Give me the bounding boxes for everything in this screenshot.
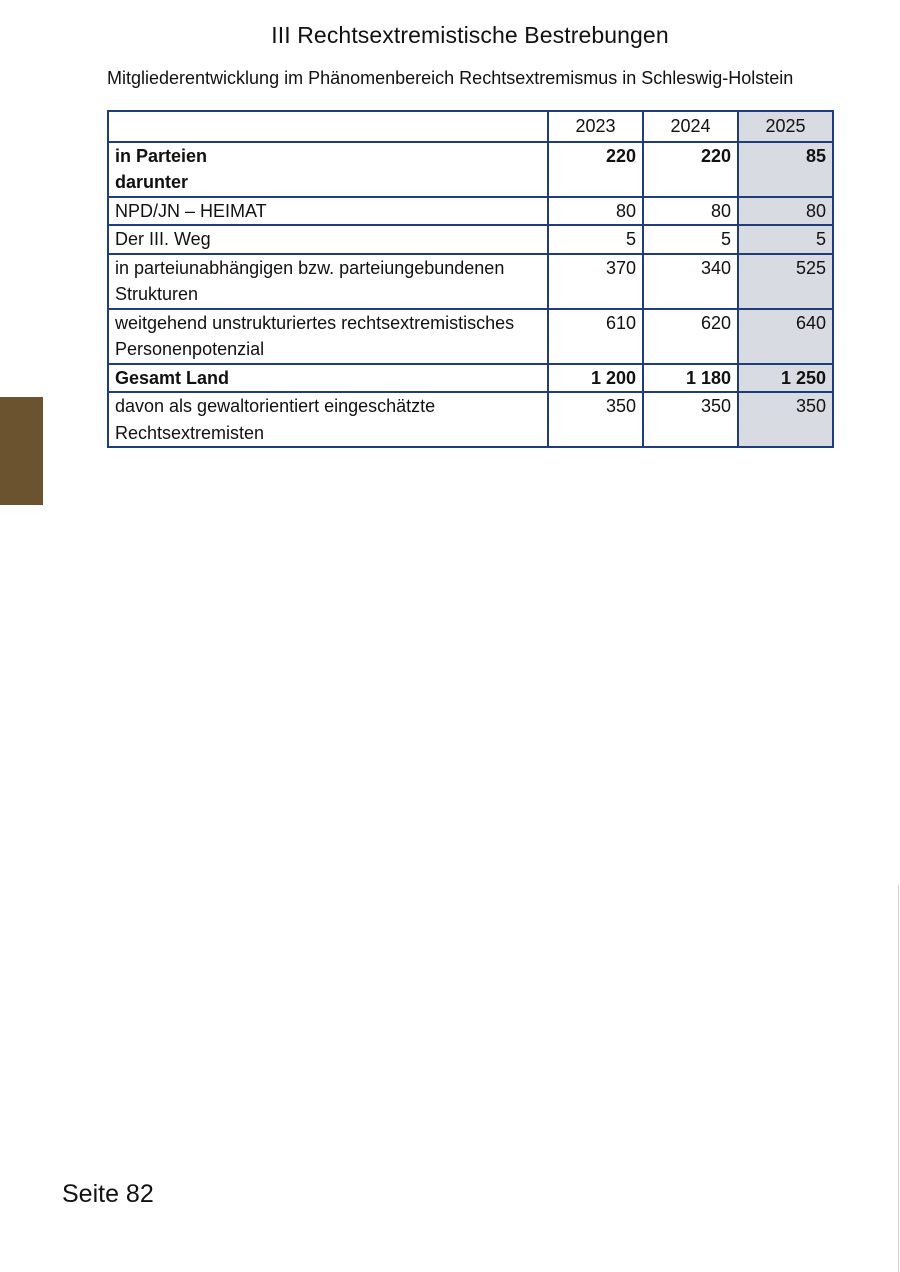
value-2023: 350 bbox=[548, 392, 643, 447]
row-label: Der III. Weg bbox=[108, 225, 548, 254]
value-2023: 80 bbox=[548, 197, 643, 226]
table-row bbox=[108, 225, 833, 254]
value-2024: 5 bbox=[643, 225, 738, 254]
value-2024: 350 bbox=[643, 392, 738, 447]
chapter-side-tab bbox=[0, 397, 43, 505]
table-caption: Mitgliederentwicklung im Phänomenbereich Rechtsextremismus in Schleswig-Holstein bbox=[107, 68, 794, 88]
row-label: weitgehend unstrukturiertes rechtsextremistisches Personenpotenzial bbox=[108, 309, 548, 364]
value-2025: 1 250 bbox=[738, 364, 833, 393]
table-row-total bbox=[108, 364, 833, 393]
header-year-2025: 2025 bbox=[738, 111, 833, 142]
row-label-line: in Parteien bbox=[115, 145, 208, 166]
table-row bbox=[108, 254, 833, 309]
value-2024: 340 bbox=[643, 254, 738, 309]
page-number: Seite 82 bbox=[62, 1180, 154, 1208]
value-2023: 610 bbox=[548, 309, 643, 364]
value-2023: 370 bbox=[548, 254, 643, 309]
page-edge-divider bbox=[898, 885, 899, 1272]
chapter-title: III Rechtsextremistische Bestrebungen bbox=[271, 22, 669, 48]
table-row bbox=[108, 197, 833, 226]
value-2023: 5 bbox=[548, 225, 643, 254]
value-2024: 1 180 bbox=[643, 364, 738, 393]
value-2024: 220 bbox=[643, 142, 738, 197]
value-2024: 80 bbox=[643, 197, 738, 226]
row-label bbox=[108, 142, 548, 197]
value-2025: 85 bbox=[738, 142, 833, 197]
row-label-subline: darunter bbox=[115, 172, 189, 192]
value-2023: 220 bbox=[548, 142, 643, 197]
value-2025: 5 bbox=[738, 225, 833, 254]
row-label: NPD/JN – HEIMAT bbox=[108, 197, 548, 226]
value-2023: 1 200 bbox=[548, 364, 643, 393]
membership-table bbox=[107, 110, 834, 448]
table-header-row bbox=[108, 111, 833, 142]
row-label: Gesamt Land bbox=[108, 364, 548, 393]
table-row bbox=[108, 392, 833, 447]
value-2025: 640 bbox=[738, 309, 833, 364]
header-label-cell bbox=[108, 111, 548, 142]
table-row bbox=[108, 309, 833, 364]
value-2025: 525 bbox=[738, 254, 833, 309]
value-2024: 620 bbox=[643, 309, 738, 364]
value-2025: 80 bbox=[738, 197, 833, 226]
table-row bbox=[108, 142, 833, 197]
header-year-2023: 2023 bbox=[548, 111, 643, 142]
value-2025: 350 bbox=[738, 392, 833, 447]
header-year-2024: 2024 bbox=[643, 111, 738, 142]
row-label: davon als gewaltorientiert eingeschätzte Rechtsextremisten bbox=[108, 392, 548, 447]
row-label: in parteiunabhängigen bzw. parteiungebundenen Strukturen bbox=[108, 254, 548, 309]
